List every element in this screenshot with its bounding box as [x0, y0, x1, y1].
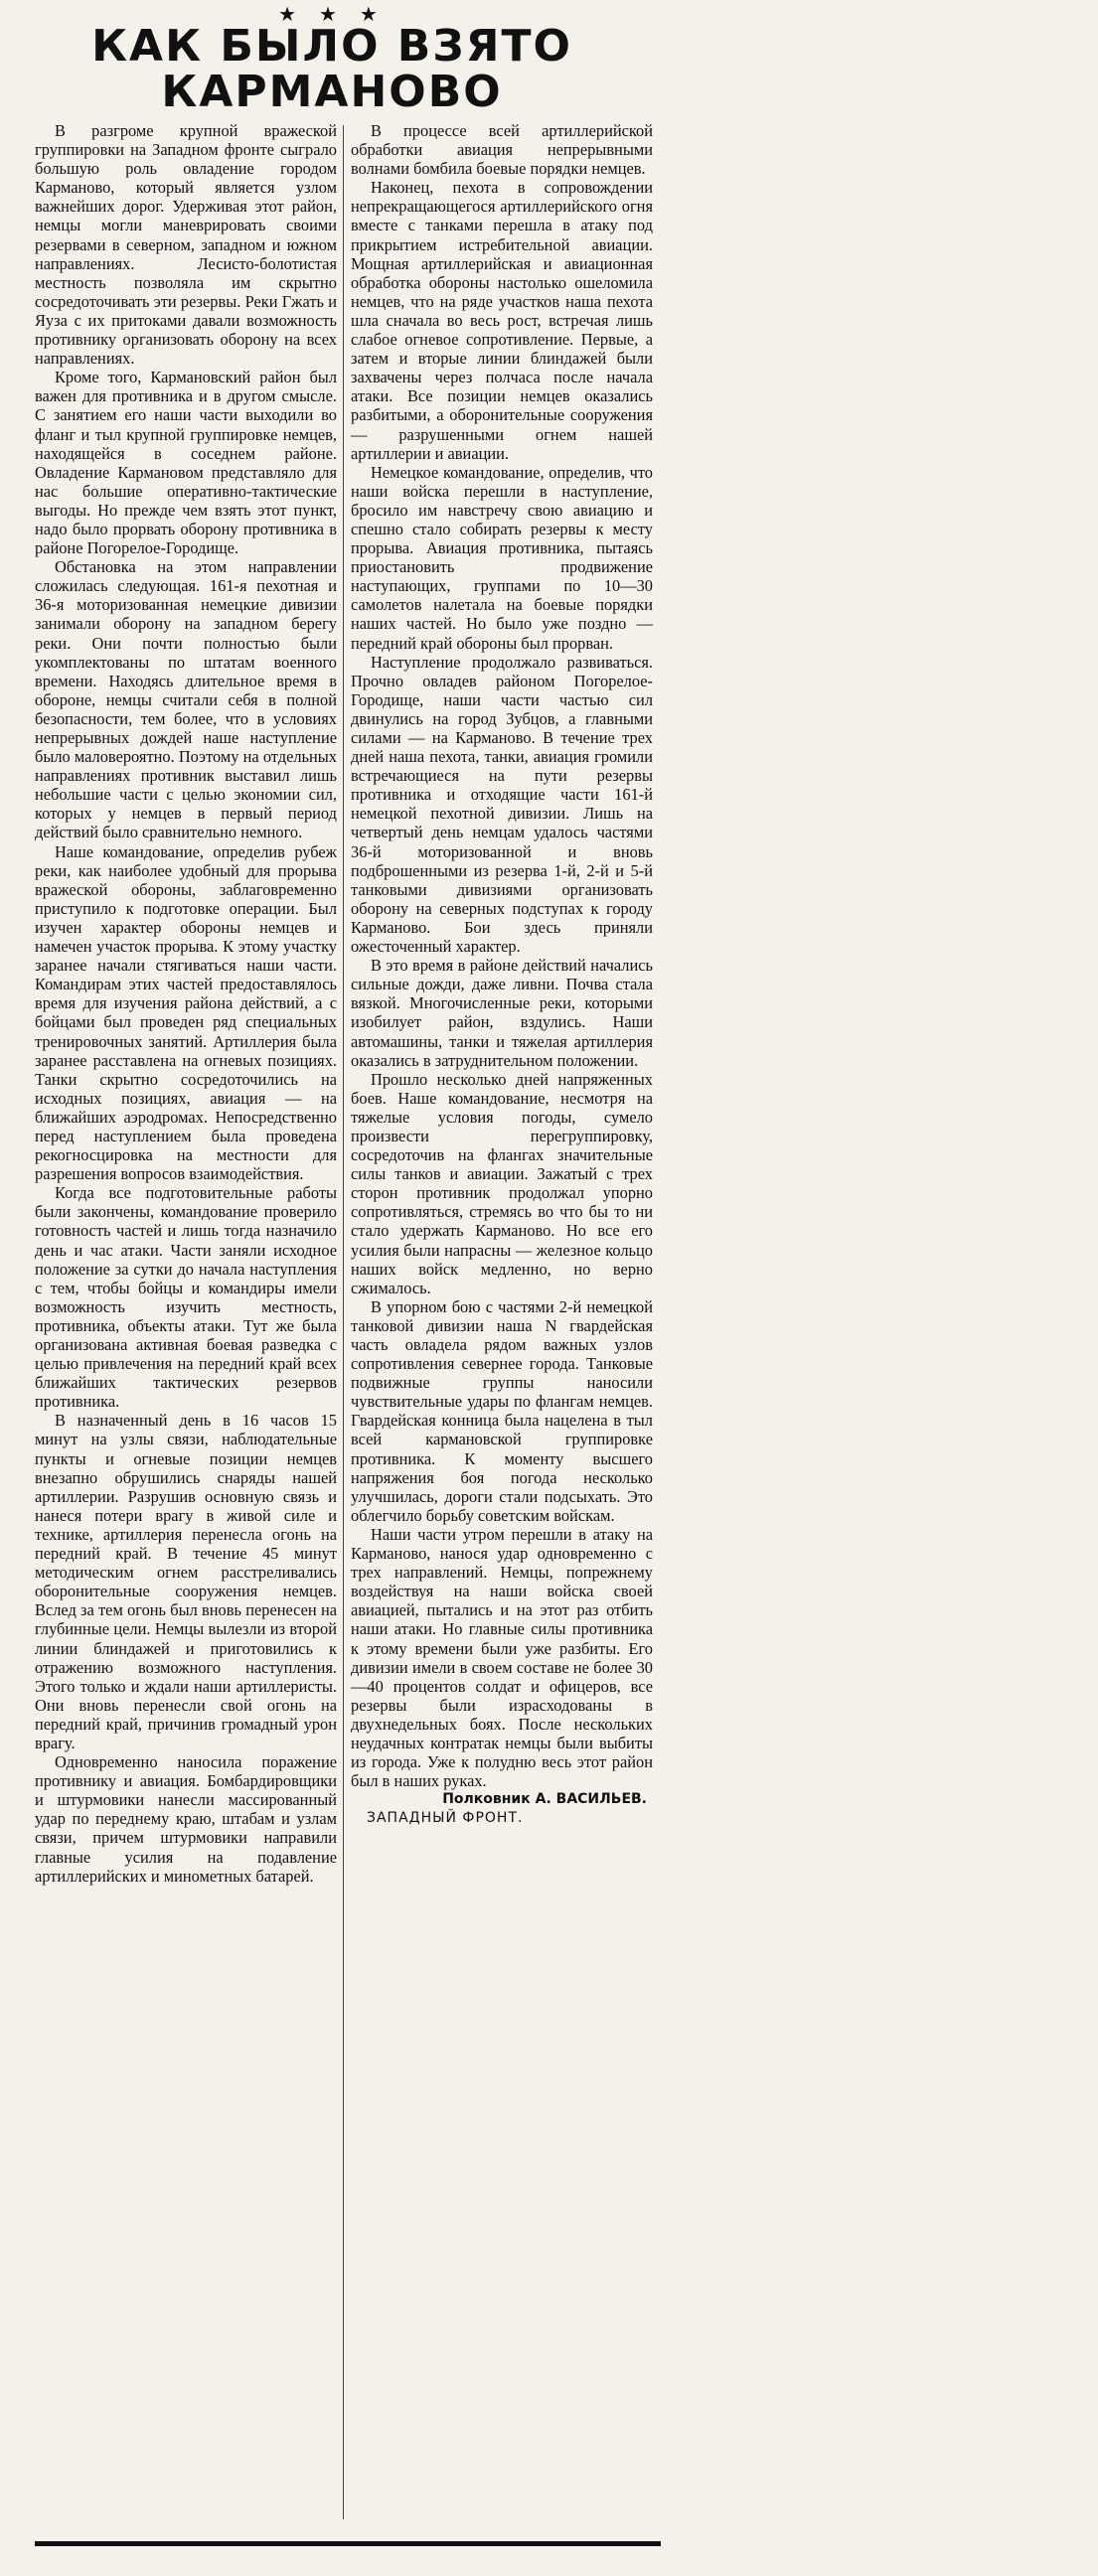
paragraph: Наши части утром перешли в атаку на Карманово, нанося удар одновременно с трех направлений. Немцы, попрежнему воздействуя на наши войска своей авиацией, пытались и на этот раз отбить наши атаки. Но главные силы противника к этому времени были уже разбиты. Его дивизии имели в своем составе не более 30—40 процентов солдат и офицеров, все резервы были израсходованы в двухнедельных боях. После нескольких неудачных контратак немцы были выбиты из города. Уже к полудню весь этот район был в наших руках.: [351, 1524, 653, 1791]
article-column-left: [35, 121, 337, 1886]
paragraph: В разгроме крупной вражеской группировки на Западном фронте сыграло большую роль овладение городом Карманово, который является узлом важнейших дорог. Удерживая этот район, немцы могли маневрировать своими резервами в северном, западном и южном направлениях. Лесисто-болотистая местность позволяла им скрытно сосредоточивать эти резервы. Реки Гжать и Яуза с их притоками давали возможность противнику организовать оборону на всех направлениях.: [35, 121, 337, 369]
paragraph: В процессе всей артиллерийской обработки авиация непрерывными волнами бомбила боевые порядки немцев.: [351, 121, 653, 179]
paragraph: Наконец, пехота в сопровождении непрекращающегося артиллерийского огня вместе с танками перешла в атаку под прикрытием истребительной авиации. Мощная артиллерийская и авиационная обработка обороны настолько ошеломила немцев, что на ряде участков наша пехота шла сначала во весь рост, встречая лишь слабое огневое сопротивление. Первые, а затем и вторые линии блиндажей были захвачены через полчаса после начала атаки. Все позиции немцев оказались разбитыми, а оборонительные сооружения — разрушенными огнем нашей артиллерии и авиации.: [351, 178, 653, 463]
paragraph: Наше командование, определив рубеж реки, как наиболее удобный для прорыва вражеской обороны, заблаговременно приступило к подготовке операции. Был изучен характер обороны немцев и намечен участок прорыва. К этому участку заранее начали стягиваться наши части. Командирам этих частей предоставлялось время для изучения района действий, а с бойцами был проведен ряд специальных тренировочных занятий. Артиллерия была заранее расставлена на огневых позициях. Танки скрытно сосредоточились на исходных позициях, авиация — на ближайших аэродромах. Непосредственно перед наступлением была проведена рекогносцировка на местности для разрешения вопросов взаимодействия.: [35, 841, 337, 1184]
paragraph: В назначенный день в 16 часов 15 минут на узлы связи, наблюдательные пункты и огневые позиции немцев внезапно обрушились снаряды нашей артиллерии. Разрушив основную связь и нанеся потери врагу в живой силе и технике, артиллерия перенесла огонь на передний край. В течение 45 минут методическим огнем расстреливались оборонительные сооружения немцев. Вслед за тем огонь был вновь перенесен на глубинные цели. Немцы вылезли из второй линии блиндажей и приготовились к отражению возможного наступления. Этого только и ждали наши артиллеристы. Они вновь перенесли свой огонь на передний край, причинив громадный урон врагу.: [35, 1411, 337, 1752]
headline-line-2: КАРМАНОВО: [161, 67, 503, 117]
paragraph: Одновременно наносила поражение противнику и авиация. Бомбардировщики и штурмовики нанесли массированный удар по переднему краю, штабам и узлам связи, причем штурмовики направили главные усилия на подавление артиллерийских и минометных батарей.: [35, 1752, 337, 1886]
paragraph: В упорном бою с частями 2-й немецкой танковой дивизии наша N гвардейская часть овладела рядом важных узлов сопротивления севернее города. Танковые подвижные группы наносили чувствительные удары по флангам немцев. Гвардейская конница была нацелена в тыл всей кармановской группировке противника. К моменту высшего напряжения боя погода несколько улучшилась, дороги стали подсыхать. Это облегчило борьбу советским войскам.: [351, 1296, 653, 1525]
paragraph: В это время в районе действий начались сильные дожди, даже ливни. Почва стала вязкой. Многочисленные реки, которыми изобилует район, вздулись. Наши автомашины, танки и тяжелая артиллерия оказались в затруднительном положении.: [351, 956, 653, 1070]
article-column-right: [351, 121, 653, 1828]
paragraph: Кроме того, Кармановский район был важен для противника и в другом смысле. С занятием его наши части выходили во фланг и тыл крупной группировке немцев, находящейся в соседнем районе. Овладение Кармановом представляло для нас большие оперативно-тактические выгоды. Но прежде чем взять этот пункт, надо было прорвать оборону противника в районе Погорелое-Городище.: [35, 368, 337, 558]
decorative-stars: ★ ★ ★: [278, 2, 386, 26]
paragraph: Прошло несколько дней напряженных боев. Наше командование, несмотря на тяжелые условия погоды, сумело произвести перегруппировку, сосредоточив на флангах значительные силы танков и авиации. Зажатый с трех сторон противник продолжал упорно сопротивляться, стремясь во что бы то ни стало удержать Карманово. Но все его усилия были напрасны — железное кольцо наших войск медленно, но верно сжималось.: [351, 1069, 653, 1297]
paragraph: Наступление продолжало развиваться. Прочно овладев районом Погорелое-Городище, наши части частью сил двинулись на город Зубцов, а главными силами — на Карманово. В течение трех дней наша пехота, танки, авиация громили встречающиеся на пути резервы противника и отходящие части 161-й немецкой пехотной дивизии. Лишь на четвертый день немцам удалось частями 36-й моторизованной и вновь подброшенными из резерва 1-й, 2-й и 5-й танковыми дивизиями организовать оборону на северных подступах к городу Карманово. Бои здесь приняли ожесточенный характер.: [351, 652, 653, 957]
column-divider: [343, 125, 344, 2519]
paragraph: Немецкое командование, определив, что наши войска перешли в наступление, бросило им навстречу свою авиацию и спешно стало собирать резервы к месту прорыва. Авиация противника, пытаясь приостановить продвижение наступающих, группами по 10—30 самолетов налетала на боевые порядки наших частей. Но было уже поздно — передний край обороны был прорван.: [351, 462, 653, 653]
paragraph: Обстановка на этом направлении сложилась следующая. 161-я пехотная и 36-я моторизованная немецкие дивизии занимали оборону на западном берегу реки. Они почти полностью были укомплектованы по штатам военного времени. Находясь длительное время в обороне, немцы считали себя в полной безопасности, тем более, что в условиях непрерывных дождей наше наступление было маловероятно. Поэтому на отдельных направлениях противник выставил лишь небольшие части с целью экономии сил, которых у немцев в первый период действий было сравнительно немного.: [35, 557, 337, 842]
article-headline: [0, 21, 664, 117]
author-signature: Полковник А. ВАСИЛЬЕВ.: [442, 1791, 647, 1808]
paragraph: Когда все подготовительные работы были закончены, командование проверило готовность частей и лишь тогда назначило день и час атаки. Части заняли исходное положение за сутки до начала наступления с тем, чтобы бойцы и командиры имели возможность изучить местность, противника, объекты атаки. Тут же была организована активная боевая разведка с целью привлечения на передний край всех ближайших тактических резервов противника.: [35, 1183, 337, 1412]
dateline: ЗАПАДНЫЙ ФРОНТ.: [367, 1810, 524, 1827]
headline-line-1: КАК БЫЛО ВЗЯТО: [91, 21, 572, 72]
bottom-rule: [35, 2541, 661, 2546]
